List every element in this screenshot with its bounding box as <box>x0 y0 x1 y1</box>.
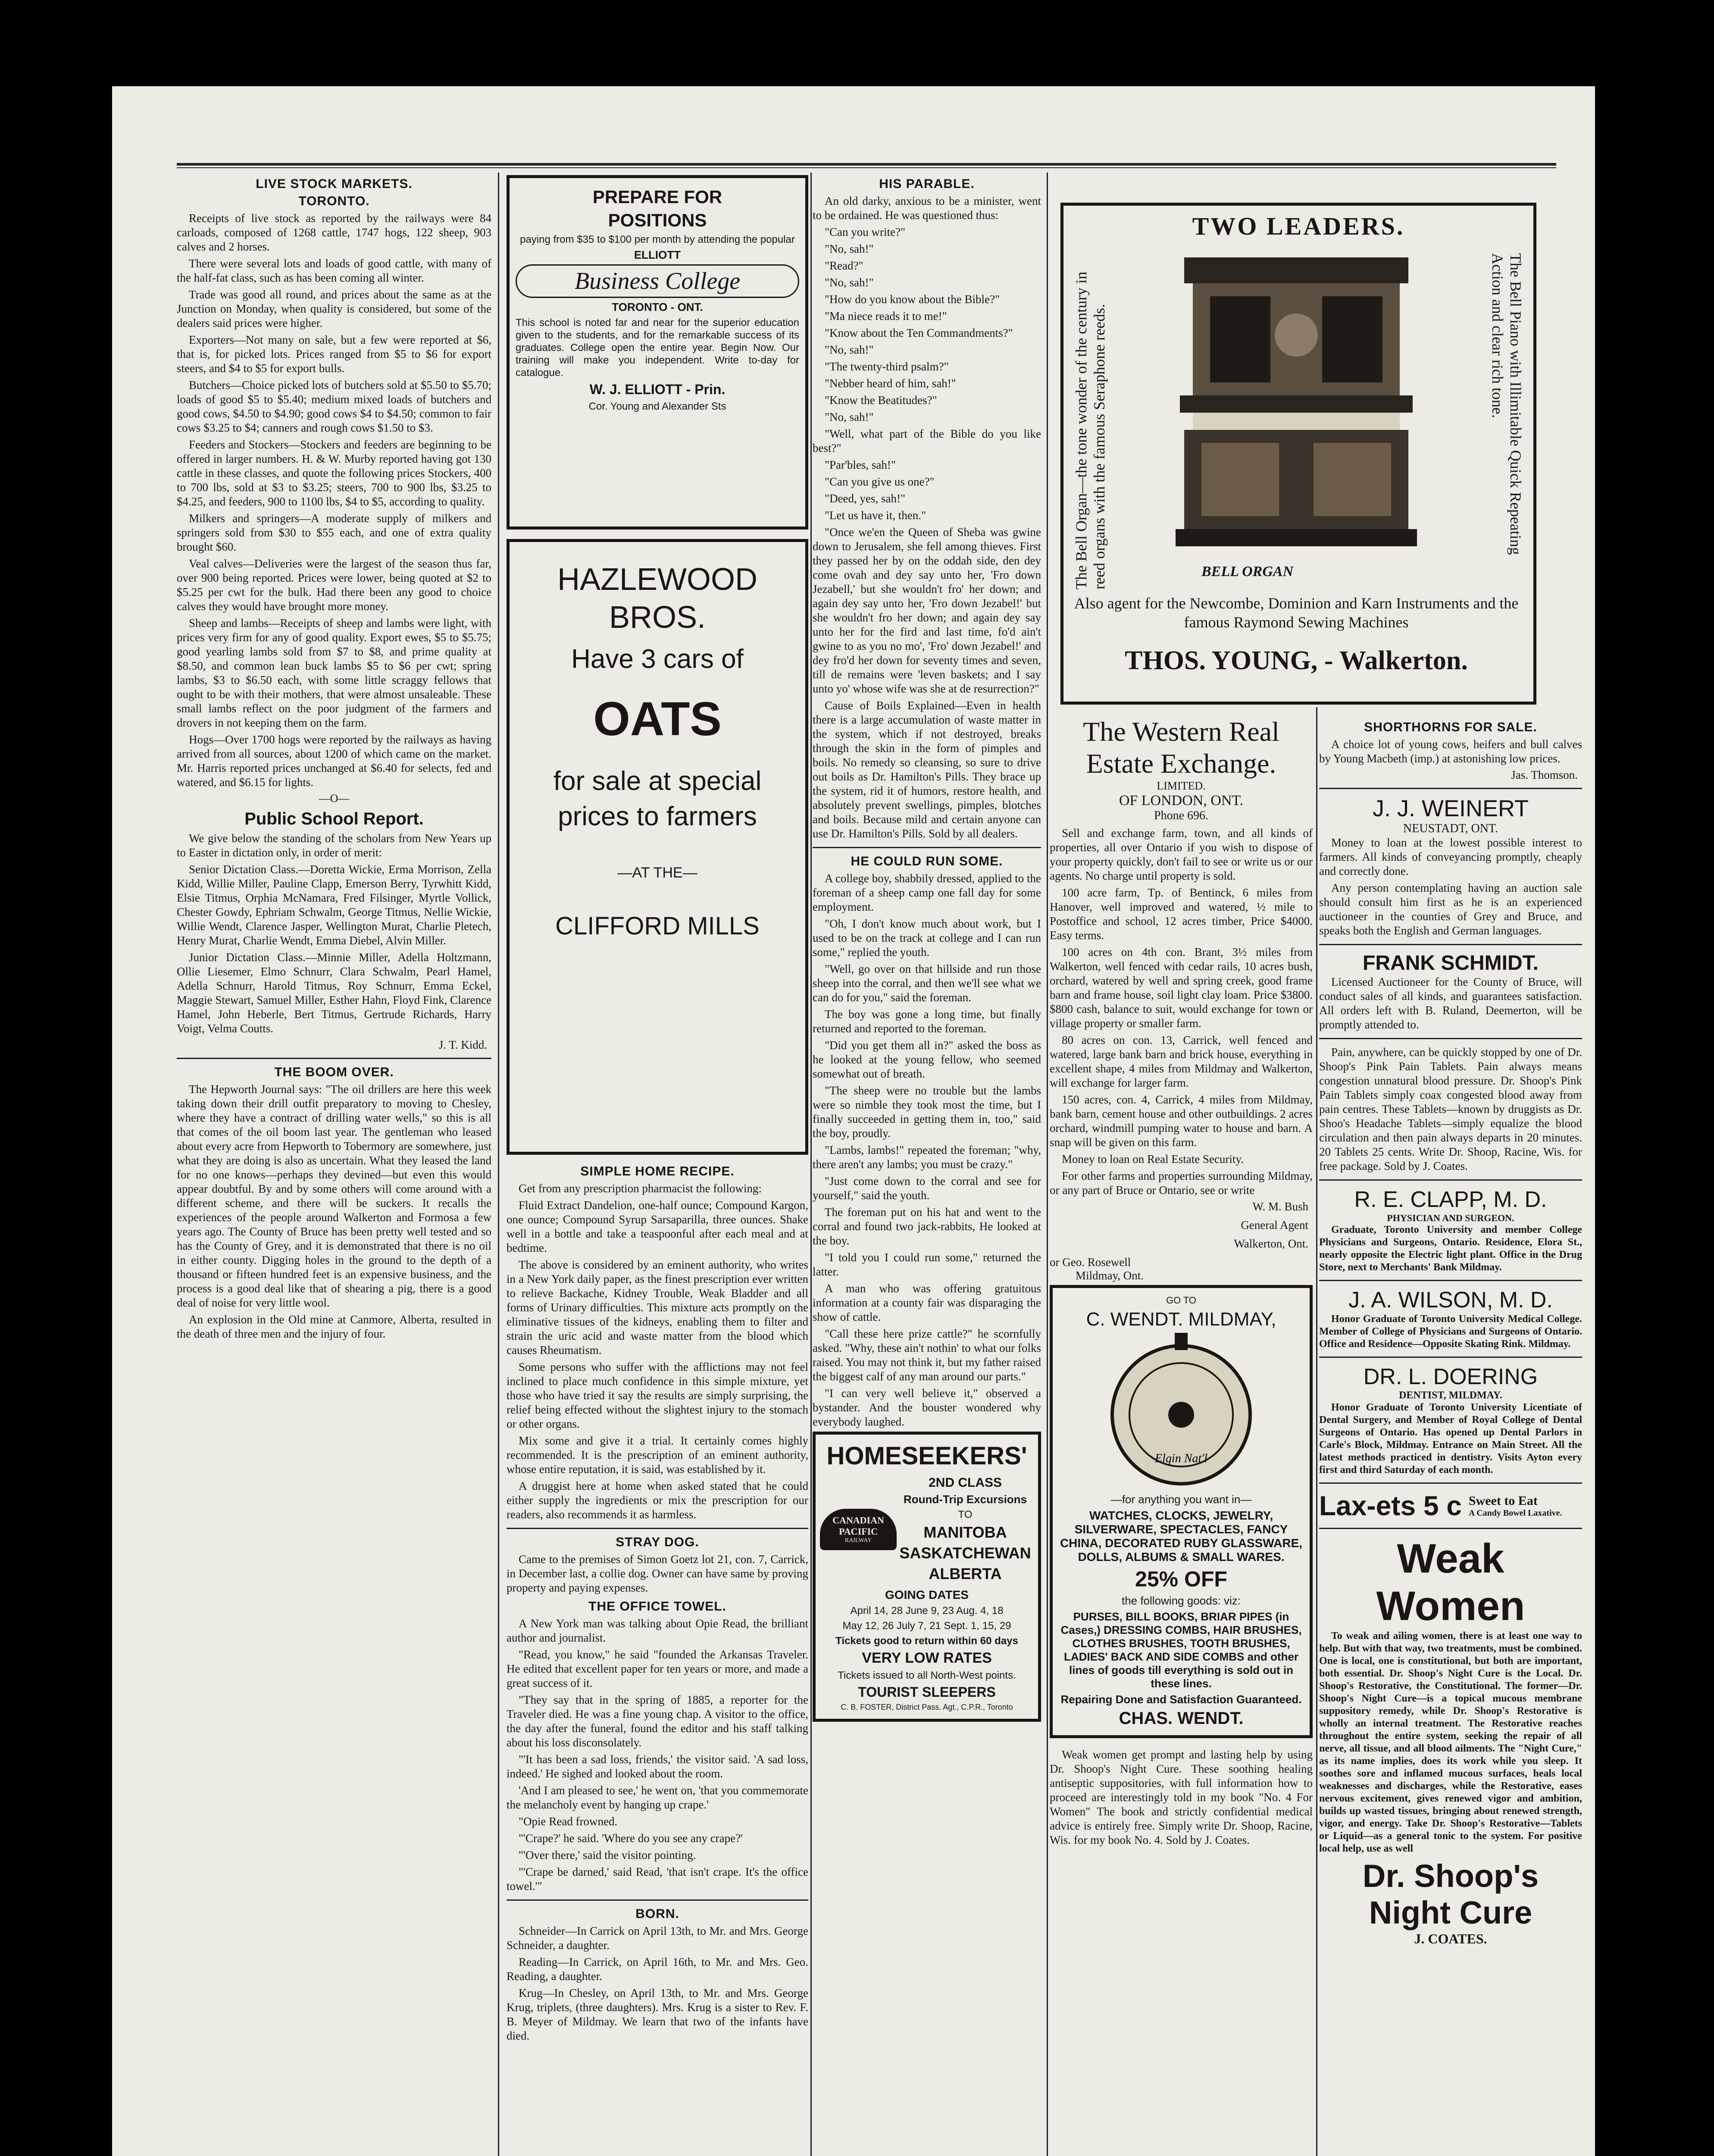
logo-text: PACIFIC <box>838 1526 878 1537</box>
paragraph: A druggist here at home when asked stated that he could either supply the ingredients or mix the prescription for our readers, also recommends it as harmless. <box>507 1479 808 1521</box>
paragraph: Schneider—In Carrick on April 13th, to Mr. and Mrs. George Schneider, a daughter. <box>507 1924 808 1952</box>
column-rule <box>1316 707 1317 2156</box>
paragraph: The above is considered by an eminent authority, who writes in a New York daily paper, as the finest prescription ever written to relieve Backache, Kidney Trouble, Weak Bladder and all forms of Urinary difficulties. This mixture acts promptly on the eliminative tissues of the kidneys, enabling them to filter and strain the uric acid and waste matter from the blood which causes Rheumatism. <box>507 1258 808 1357</box>
paragraph: "No, sah!" <box>825 276 874 289</box>
paragraph: 100 acre farm, Tp. of Bentinck, 6 miles from Hanover, well improved and watered, ½ mile to Postoffice and school, 12 acres timber, Price $4000. Easy terms. <box>1050 886 1313 942</box>
ad-address: Cor. Young and Alexander Sts <box>588 401 726 412</box>
paragraph: The Hepworth Journal says: "The oil drillers are here this week taking down their drill outfit preparatory to moving to Chesley, where they have a contract of drilling water wells," so this is all that comes of the oil boom last year. The gentleman who leased about every acre from Hepworth to Tobermory are somewhere, just what they are doing is also as uncertain. What they leased the land for no one knows—perhaps they devined—but even this would appear doubtful. By and by some others will come around with a different scheme, and there will be suckers. It recalls the experiences of the people around Walkerton and Formosa a few years ago. The County of Bruce has been pretty well tested and so has the County of Grey, and it is demonstrated that there is no oil in either county. Digging holes in the ground to the depth of a thousand or fifteen hundred feet is an expensive business, and the process is a good deal like that of shearing a pig, there is a good deal of noise for very little wool. <box>177 1083 491 1309</box>
agent-name: or Geo. Rosewell <box>1050 1256 1131 1269</box>
dog-heading: STRAY DOG. <box>616 1535 699 1549</box>
paragraph: Cause of Boils Explained—Even in health there is a large accumulation of waste matter in the system, which if not destroyed, breaks through the skin in the form of pimples and boils. No remedy so cleansing, so sure to drive out boils as Dr. Hamilton's Pills. They brace up the system, rid it of humors, restore health, and absolutely prevent swellings, pimples, blotches and boils. Because mild and certain anyone can use Dr. Hamilton's Pills. Sold by all dealers. <box>813 699 1041 840</box>
ad-text: —for anything you want in— <box>1110 1493 1252 1506</box>
organ-caption: BELL ORGAN <box>1201 564 1294 580</box>
laxets-title: Lax-ets 5 c <box>1319 1490 1462 1521</box>
shorthorns-heading: SHORTHORNS FOR SALE. <box>1364 720 1537 734</box>
paragraph: Butchers—Choice picked lots of butchers sold at $5.50 to $5.70; loads of good $5 to $5.40; medium mixed loads of butchers and good cows, $4.50 to $4.90; good cows $4 to $4.50; common to fair cows $3.25 to $4; canners and rough cows $1.50 to $3. <box>177 379 491 434</box>
paragraph: "'Crape be darned,' said Read, 'that isn't crape. It's the office towel.'" <box>507 1865 808 1893</box>
towel-article <box>507 1617 808 1893</box>
paragraph: Senior Dictation Class.—Doretta Wickie, Erma Morrison, Zella Kidd, Willie Miller, Pauline Clapp, Emerson Berry, Tyrwhitt Kidd, Elsie Titmus, Orphia McNamara, Fred Filsinger, Myrtle Vollick, Chester Gowdy, Ephriam Schwalm, George Titmus, Nellie Wickie, Willie Wendt, Clarence Jasper, Wellington Murat, Charlie Pletech, Henry Murat, Charlie Wendt, Emma Diebel, Alvin Miller. <box>177 863 491 947</box>
school-report-heading: Public School Report. <box>244 809 424 828</box>
pocket-watch-illustration <box>1104 1333 1259 1488</box>
night-cure-title: Night Cure <box>1369 1895 1533 1930</box>
agent-location: Walkerton, Ont. <box>1234 1237 1308 1250</box>
paragraph: "Just come down to the corral and see for yourself," said the youth. <box>813 1175 1041 1202</box>
paragraph: Reading—In Carrick, on April 16th, to Mr. and Mrs. Geo. Reading, a daughter. <box>507 1955 808 1983</box>
paragraph: "Ma niece reads it to me!" <box>825 310 947 323</box>
markets-heading: LIVE STOCK MARKETS. <box>256 177 413 191</box>
ad-headline: BROS. <box>609 600 706 635</box>
ad-side-text: The Bell Piano with Illimitable Quick Repeating Action and clear rich tone. <box>1489 253 1524 555</box>
pain-tablets-notice: Pain, anywhere, can be quickly stopped by one of Dr. Shoop's Pink Pain Tablets. Pain always means congestion unnatural blood pressure. Dr. Shoop's Pink Pain Tablets simply coax congested blood away from pain centres. These Tablets—known by druggists as Dr. Shoo's Headache Tablets—simply equalize the blood circulation and then pain always departs in 20 minutes. 20 Tablets 25 cents. Write Dr. Shoop, Racine, Wis. for free package. Sold by J. Coates. <box>1319 1046 1582 1172</box>
laxets-text: Sweet to Eat <box>1468 1493 1538 1508</box>
ad-text: Have 3 cars of <box>571 644 744 674</box>
paragraph: "Can you write?" <box>825 226 905 238</box>
paragraph: "The sheep were no trouble but the lambs were so nimble they took most the time, but I finally succeeded in getting them in, too," said the boy, proudly. <box>813 1084 1041 1140</box>
school-report-article <box>177 831 491 1036</box>
weinert-notice <box>1319 836 1582 938</box>
weak-women-notice: Weak women get prompt and lasting help by using Dr. Shoop's Night Cure. These soothing healing antiseptic suppositories, with full information how to proceed are interestingly told in my book "No. 4 For Women" The book and strictly confidential medical advice is entirely free. Simply write Dr. Shoop, Racine, Wis. for my book No. 4. Sold by J. Coates. <box>1050 1748 1313 1846</box>
paragraph: "Call these here prize cattle?" he scornfully asked. "Why, these ain't nothin' to what our folks raised. You may not think it, but my father raised the biggest calf of any man around our parts." <box>813 1327 1041 1383</box>
night-cure-title: Dr. Shoop's <box>1362 1858 1539 1894</box>
paragraph: Get from any prescription pharmacist the following: <box>519 1182 762 1195</box>
logo-text: CANADIAN <box>832 1514 884 1526</box>
ad-text: C. B. FOSTER, District Pass. Agt., C.P.R., Toronto <box>841 1703 1013 1711</box>
top-rule <box>177 163 1556 166</box>
paragraph: Milkers and springers—A moderate supply of milkers and springers sold from $30 to $55 each, and one of extra quality brought $60. <box>177 512 491 553</box>
elliott-college-ad <box>507 175 808 530</box>
agent-name: W. M. Bush <box>1252 1200 1308 1213</box>
column-3 <box>813 172 1041 2156</box>
separator <box>1319 1280 1582 1281</box>
hazlewood-ad <box>507 539 808 1155</box>
ad-oats: OATS <box>593 693 722 746</box>
paragraph: "Read, you know," he said "founded the Arkansas Traveler. He edited that excellent paper for ten years or more, and made a great success of it. <box>507 1648 808 1689</box>
run-article <box>813 871 1041 1429</box>
real-estate-title: The Western Real Estate Exchange. <box>1083 716 1279 779</box>
wilson-name: J. A. WILSON, M. D. <box>1348 1288 1553 1313</box>
coates-name: J. COATES. <box>1414 1931 1487 1946</box>
ad-headline: PREPARE FOR <box>592 187 723 207</box>
separator <box>1319 1482 1582 1484</box>
doering-name: DR. L. DOERING <box>1363 1364 1538 1389</box>
wilson-notice: Honor Graduate of Toronto University Medical College. Member of College of Physicians and Surgeons of Ontario. Office and Residence—Opposite Skating Rink. Mildmay. <box>1319 1313 1582 1350</box>
separator <box>177 1058 491 1059</box>
paragraph: Sheep and lambs—Receipts of sheep and lambs were light, with prices very firm for any of good quality. Export ewes, $5 to $5.75; good yearling lambs sold from $7 to $8, and prime quality at $8.50, and common lean buck lambs $5 to $6 per cwt; spring lambs, $3 to $6.50 each, with some little scraggy fellows that ought to be with their mothers, that were almost unsaleable. These small lambs reflect on the poor judgment of the farmers and drovers in not keeping them on the farm. <box>177 617 491 729</box>
paragraph: "Can you give us one?" <box>825 475 935 488</box>
ad-text: Repairing Done and Satisfaction Guaranteed. <box>1060 1693 1302 1706</box>
shorthorns-notice: A choice lot of young cows, heifers and bull calves by Young Macbeth (imp.) at astonishing low prices. <box>1319 738 1582 765</box>
ad-text: the following goods: viz: <box>1121 1594 1241 1607</box>
agent-location: Mildmay, Ont. <box>1076 1269 1144 1282</box>
ad-text: TORONTO - ONT. <box>612 301 703 313</box>
born-notices <box>507 1924 808 2043</box>
run-heading: HE COULD RUN SOME. <box>851 854 1003 868</box>
watch-maker-label: Elgin Nat'l <box>1155 1452 1207 1465</box>
paragraph: "Read?" <box>825 259 863 272</box>
paragraph: "Oh, I don't know much about work, but I used to be on the track at college and I can run some," replied the youth. <box>813 917 1041 959</box>
markets-article <box>177 211 491 790</box>
weak-women-title: Weak Women <box>1376 1536 1525 1629</box>
ad-text: May 12, 26 July 7, 21 Sept. 1, 15, 29 <box>842 1620 1011 1632</box>
canadian-pacific-logo <box>820 1509 897 1550</box>
paragraph: "Once we'en the Queen of Sheba was gwine down to Jerusalem, she fell among thieves. First they passed her by on the oddah side, den dey come ovah and dey say unto her, 'Fro down Jezabell,' but she wouldn't fro' her down; and again dey say unto her, 'Fro down Jezabel!' but she wouldn't fro her down; and again dey say unto her for the fird and last time, fo'd ain't gwine to as you no mo', 'Fro' down Jezabel!' and dey fro'd her down for seventy times and seven, till de remains were 'leven baskets; and I say unto yo' whose wife was she at de resurrection?" <box>813 526 1041 695</box>
clapp-notice: Graduate, Toronto University and member College Physicians and Surgeons, Ontario. Residence, Elora St., nearly opposite the Electric light plant. Office in the Drug Store, next to Merchants' Bank Mildmay. <box>1319 1224 1582 1273</box>
paragraph: "Well, go over on that hillside and run those sheep into the corral, and then we'll see what we can do for you," said the foreman. <box>813 962 1041 1004</box>
paragraph: "'Over there,' said the visitor pointing. <box>519 1849 696 1861</box>
paragraph: 150 acres, con. 4, Carrick, 4 miles from Mildmay, bank barn, cement house and other outbuildings. 2 acres orchard, windmill pumping water to house and barn. A snap will be given on this farm. <box>1050 1093 1313 1149</box>
ad-headline: HOMESEEKERS' <box>826 1442 1027 1470</box>
column-2 <box>507 172 808 2156</box>
paragraph: An old darky, anxious to be a minister, went to be ordained. He was questioned thus: <box>813 194 1041 222</box>
weak-women-body: To weak and ailing women, there is at least one way to help. But with that way, two treatments, must be combined. One is local, one is constitutional, but both are important, both essential. Dr. Shoop's Night Cure is the Local. Dr. Shoop's Restorative, the Constitutional. The former—Dr. Shoop's Night Cure—is a topical mucous membrane suppository remedy, while Dr. Shoop's Restorative is wholly an internal treatment. The Restorative reaches throughout the entire system, seeking the repair of all nerve, all tissue, and all blood ailments. The "Night Cure," as its name implies, does its work while you sleep. It soothes sore and inflamed mucous surfaces, heals local weaknesses and discharges, while the Restorative, eases nervous excitement, gives renewed vigor and ambition, builds up wasted tissues, bringing about renewed strength, vigor, and energy. Take Dr. Shoop's Restorative—Tablets or Liquid—as a general tonic to the system. For positive local help, use as well <box>1319 1630 1582 1854</box>
ad-text: TOURIST SLEEPERS <box>858 1684 996 1700</box>
real-estate-sub: LIMITED. <box>1157 780 1206 792</box>
organ-ad-wrap <box>1060 203 1536 705</box>
paragraph: A New York man was talking about Opie Read, the brilliant author and journalist. <box>507 1617 808 1644</box>
column-rule <box>498 172 499 2156</box>
paragraph: "Did you get them all in?" asked the boss as he looked at the young fellow, who seemed somewhat out of breath. <box>813 1039 1041 1080</box>
clapp-name: R. E. CLAPP, M. D. <box>1354 1187 1547 1212</box>
paragraph: Veal calves—Deliveries were the largest of the season thus far, over 900 being reported. Prices were lower, being quoted at $2 to $5.25 per cwt for the bulk. Had there been any good to choice calves they would have brought more money. <box>177 557 491 613</box>
paragraph: A man who was offering gratuitous information at a county fair was disparaging the show of cattle. <box>813 1282 1041 1323</box>
separator <box>813 847 1041 848</box>
ad-headline: C. WENDT. MILDMAY, <box>1086 1309 1276 1330</box>
separator <box>1319 944 1582 945</box>
ad-text: TO <box>958 1509 973 1520</box>
ad-text: GOING DATES <box>885 1588 969 1601</box>
towel-heading: THE OFFICE TOWEL. <box>588 1599 726 1614</box>
ad-signature: W. J. ELLIOTT - Prin. <box>589 382 726 397</box>
ad-text: ELLIOTT <box>634 248 681 261</box>
paragraph: "The twenty-third psalm?" <box>825 360 949 373</box>
ad-text: GO TO <box>1166 1295 1197 1306</box>
dog-notice: Came to the premises of Simon Goetz lot 21, con. 7, Carrick, in December last, a collie dog. Owner can have same by proving property and paying expenses. <box>507 1553 808 1594</box>
paragraph: There were several lots and loads of good cattle, with many of the half-fat class, such as has been coming all winter. <box>177 257 491 284</box>
schmidt-notice: Licensed Auctioneer for the County of Bruce, will conduct sales of all kinds, and guarantees satisfaction. All orders left with B. Ruland, Deemerton, will be promptly attended to. <box>1319 975 1582 1031</box>
paragraph: Money to loan on Real Estate Security. <box>1062 1153 1244 1166</box>
paragraph: "Know about the Ten Commandments?" <box>825 326 1013 339</box>
paragraph: 'And I am pleased to see,' he went on, 'that you commemorate the melancholy event by hanging up crape.' <box>507 1784 808 1811</box>
paragraph: "Let us have it, then." <box>825 509 926 522</box>
paragraph: The boy was gone a long time, but finally returned and reported to the foreman. <box>813 1008 1041 1035</box>
born-heading: BORN. <box>635 1907 679 1921</box>
paragraph: "Par'bles, sah!" <box>825 458 896 471</box>
parable-article <box>813 194 1041 841</box>
paragraph: "No, sah!" <box>825 242 874 255</box>
column-1 <box>177 172 491 2156</box>
ad-text: PURSES, BILL BOOKS, BRIAR PIPES (in Cases,) DRESSING COMBS, HAIR BRUSHES, CLOTHES BRUSHES, TOOTH BRUSHES, LADIES' BACK AND SIDE COMBS and other lines of goods till everything is sold out in these lines. <box>1060 1610 1302 1690</box>
paragraph: "'Crape?' he said. 'Where do you see any crape?' <box>519 1832 743 1845</box>
boom-article <box>177 1082 491 1341</box>
ad-mill: CLIFFORD MILLS <box>555 912 760 940</box>
logo-text: RAILWAY <box>844 1537 872 1544</box>
paragraph: Feeders and Stockers—Stockers and feeders are beginning to be offered in larger numbers. H. & W. Murby reported having got 130 cattle in these classes, and quote the following prices Stockers, 400 to 700 lbs, sold at $3 to $3.25; steers, 700 to 900 lbs, $3.25 to $4.25, and feeders, 900 to 1100 lbs, $4 to $5, according to quality. <box>177 438 491 508</box>
ad-dealer-name: CHAS. WENDT. <box>1119 1709 1244 1728</box>
ad-text: MANITOBA <box>923 1523 1007 1541</box>
ad-text: paying from $35 to $100 per month by attending the popular <box>520 234 795 245</box>
paragraph: A college boy, shabbily dressed, applied to the foreman of a sheep camp one fall day for some employment. <box>813 872 1041 913</box>
paragraph: "Well, what part of the Bible do you like best?" <box>813 427 1041 454</box>
paragraph: For other farms and properties surrounding Mildmay, or any part of Bruce or Ontario, see or write <box>1050 1169 1313 1197</box>
school-signature: J. T. Kidd. <box>438 1038 487 1051</box>
separator <box>1319 1179 1582 1181</box>
paragraph: Trade was good all round, and prices about the same as at the Junction on Monday, when quality is considered, but some of the dealers said prices were higher. <box>177 288 491 329</box>
ad-text: WATCHES, CLOCKS, JEWELRY, SILVERWARE, SPECTACLES, FANCY CHINA, DECORATED RUBY GLASSWARE, DOLLS, ALBUMS & SMALL WARES. <box>1060 1509 1303 1564</box>
paragraph: "They say that in the spring of 1885, a reporter for the Traveler died. He was a fine young chap. A visitor to the office, the day after the funeral, found the editor and his staff talking about his loss disconsolately. <box>507 1693 808 1749</box>
real-estate-location: OF LONDON, ONT. <box>1119 793 1244 808</box>
separator <box>1319 788 1582 789</box>
ad-text: Round-Trip Excursions <box>903 1493 1027 1506</box>
doering-notice: Honor Graduate of Toronto University Licentiate of Dental Surgery, and Member of Royal College of Dental Surgeons of Ontario. Has opened up Dental Parlors in Carle's Block, Mildmay. Entrance on Main Street. All the latest methods practiced in dentistry. Visits Ayton every first and third Saturday of each month. <box>1319 1402 1582 1476</box>
ad-text: Tickets good to return within 60 days <box>835 1635 1018 1647</box>
doering-title: DENTIST, MILDMAY. <box>1399 1390 1502 1401</box>
separator <box>507 1528 808 1529</box>
separator <box>1319 1528 1582 1529</box>
paragraph: "I can very well believe it," observed a bystander. And the bouster wondered why everybody laughed. <box>813 1387 1041 1428</box>
bell-organ-illustration <box>1167 257 1426 559</box>
wendt-jeweller-ad <box>1050 1285 1313 1738</box>
ad-side-text: The Bell Organ—the tone wonder of the century in reed organs with the famous Seraphone reeds. <box>1073 271 1108 589</box>
paragraph: "Opie Read frowned. <box>519 1815 618 1828</box>
homeseekers-ad <box>813 1432 1041 1722</box>
agent-title: General Agent <box>1241 1219 1308 1232</box>
ad-headline: TWO LEADERS. <box>1192 212 1405 240</box>
newspaper-page <box>112 86 1595 2156</box>
paragraph: Mix some and give it a trial. It certainly comes highly recommended. It is the prescription of an eminent authority, whose entire reputation, it is said, was established by it. <box>507 1434 808 1476</box>
laxets-ad <box>1319 1490 1582 1522</box>
markets-subheading: TORONTO. <box>298 194 370 208</box>
paragraph: Money to loan at the lowest possible interest to farmers. All kinds of conveyancing promptly, cheaply and correctly done. <box>1319 836 1582 877</box>
paragraph: "Nebber heard of him, sah!" <box>825 377 956 390</box>
separator <box>507 1899 808 1901</box>
ad-text: 2ND CLASS <box>928 1476 1002 1490</box>
weinert-name: J. J. WEINERT <box>1372 796 1529 821</box>
two-leaders-ad <box>1060 203 1536 705</box>
paragraph: Any person contemplating having an auction sale should consult him first as he is an experienced auctioneer in the counties of Grey and Bruce, and speaks both the English and German languages. <box>1319 881 1582 937</box>
column-5 <box>1319 716 1582 2156</box>
parable-heading: HIS PARABLE. <box>879 177 975 191</box>
ad-body: This school is noted far and near for the superior education given to the students, and for the remarkable success of its graduates. College open the entire year. Begin Now. Our training will make you independent. Write to-day for catalogue. <box>516 317 799 379</box>
shorthorns-signature: Jas. Thomson. <box>1511 768 1578 781</box>
real-estate-phone: Phone 696. <box>1154 809 1208 822</box>
weinert-location: NEUSTADT, ONT. <box>1403 822 1498 835</box>
paragraph: "No, sah!" <box>825 343 874 356</box>
paragraph: "Lambs, lambs!" repeated the foreman; "why, there aren't any lambs; you must be crazy." <box>813 1144 1041 1171</box>
real-estate-listings <box>1050 826 1313 1197</box>
column-4 <box>1050 716 1313 2156</box>
ad-text: VERY LOW RATES <box>862 1650 992 1666</box>
top-rule-thin <box>177 167 1556 168</box>
ad-text: —AT THE— <box>617 865 697 881</box>
paragraph: The foreman put on his hat and went to the corral and found two jack-rabbits, He looked at the boy. <box>813 1206 1041 1247</box>
clapp-title: PHYSICIAN AND SURGEON. <box>1387 1213 1514 1223</box>
college-logo: Business College <box>516 264 799 298</box>
paragraph: Hogs—Over 1700 hogs were reported by the railways as having arrived from all sources, about 1200 of which came on the market. Mr. Harris reported prices unchanged at $6.40 for selects, fed and watered, and $6.15 for lights. <box>177 733 491 789</box>
laxets-text: A Candy Bowel Laxative. <box>1468 1508 1562 1518</box>
boom-heading: THE BOOM OVER. <box>274 1065 394 1079</box>
ad-text: for sale at special prices to farmers <box>553 766 762 831</box>
paragraph: 100 acres on 4th con. Brant, 3½ miles from Walkerton, well fenced with cedar rails, 10 acres bush, orchard, watered by well and spring creek, good frame barn and frame house, soil light clay loam. Price $3800. $800 cash, balance to suit, would exchange for town or village property or smaller farm. <box>1050 946 1313 1030</box>
paragraph: Krug—In Chesley, on April 13th, to Mr. and Mrs. George Krug, triplets, (three daughters). Mrs. Krug is a sister to Rev. F. B. Meyer of Mildmay. We learn that two of the infants have died. <box>507 1987 808 2042</box>
separator <box>1319 1357 1582 1358</box>
paragraph: "Know the Beatitudes?" <box>825 394 937 407</box>
ad-dealer-name: THOS. YOUNG, - Walkerton. <box>1125 646 1468 675</box>
column-rule <box>1047 172 1048 2156</box>
paragraph: "How do you know about the Bible?" <box>825 293 1000 306</box>
paragraph: Sell and exchange farm, town, and all kinds of properties, all over Ontario if you wish to dispose of your property quickly, don't fail to see or write us or our agents. No charge until property is sold. <box>1050 827 1313 882</box>
paragraph: An explosion in the Old mine at Canmore, Alberta, resulted in the death of three men and the injury of four. <box>177 1313 491 1340</box>
separator <box>1319 1038 1582 1039</box>
ad-discount: 25% OFF <box>1135 1567 1227 1591</box>
paragraph: "No, sah!" <box>825 411 874 423</box>
ad-text: Tickets issued to all North-West points. <box>838 1670 1016 1681</box>
schmidt-name: FRANK SCHMIDT. <box>1363 952 1539 975</box>
paragraph: Junior Dictation Class.—Minnie Miller, Adella Holtzmann, Ollie Liesemer, Elmo Schnurr, Clara Schwalm, Pearl Hamel, Adella Schnurr, Harold Titmus, Roy Schnurr, Emma Eckel, Maggie Stewart, Samuel Miller, Esther Hahn, Floyd Fink, Clarence Hamel, John Heberle, Bert Titmus, Gertrude Richards, Harry Voigt, Velma Coutts. <box>177 951 491 1035</box>
column-rule <box>810 172 812 2156</box>
paragraph: Exporters—Not many on sale, but a few were reported at $6, that is, for picked lots. Prices ranged from $5 to $6 for export steers, and $4 to $5 for export bulls. <box>177 333 491 375</box>
paragraph: 80 acres on con. 13, Carrick, well fenced and watered, large bank barn and brick house, everything in excellent shape, 4 miles from Mildmay and Walkerton, will exchange for larger farm. <box>1050 1034 1313 1089</box>
divider: —O— <box>319 792 350 805</box>
ad-text: April 14, 28 June 9, 23 Aug. 4, 18 <box>850 1605 1004 1617</box>
ad-text: Also agent for the Newcombe, Dominion and Karn Instruments and the famous Raymond Sewing Machines <box>1074 595 1519 631</box>
paragraph: Some persons who suffer with the afflictions may not feel inclined to place much confidence in this simple mixture, yet those who have tried it say the results are simply surprising, the relief being effected without the slightest injury to the stomach or other organs. <box>507 1360 808 1430</box>
ad-headline: HAZLEWOOD <box>557 562 758 597</box>
paragraph: We give below the standing of the scholars from New Years up to Easter in dictation only, in order of merit: <box>177 832 491 859</box>
paragraph: "Deed, yes, sah!" <box>825 492 905 505</box>
paragraph: "'It has been a sad loss, friends,' the visitor said. 'A sad loss, indeed.' He sighed and looked about the room. <box>507 1753 808 1780</box>
paragraph: "I told you I could run some," returned the latter. <box>813 1251 1041 1278</box>
paragraph: Receipts of live stock as reported by the railways were 84 carloads, composed of 1268 cattle, 1747 hogs, 122 sheep, 903 calves and 2 horses. <box>177 212 491 253</box>
recipe-heading: SIMPLE HOME RECIPE. <box>580 1164 735 1178</box>
ad-headline: POSITIONS <box>608 210 707 230</box>
paragraph: Fluid Extract Dandelion, one-half ounce; Compound Kargon, one ounce; Compound Syrup Sarsaparilla, three ounces. Shake well in a bottle and take a teaspoonful after each meal and at bedtime. <box>507 1199 808 1254</box>
ad-text: SASKATCHEWAN <box>899 1544 1031 1562</box>
ad-text: ALBERTA <box>929 1565 1002 1583</box>
recipe-article <box>507 1181 808 1522</box>
